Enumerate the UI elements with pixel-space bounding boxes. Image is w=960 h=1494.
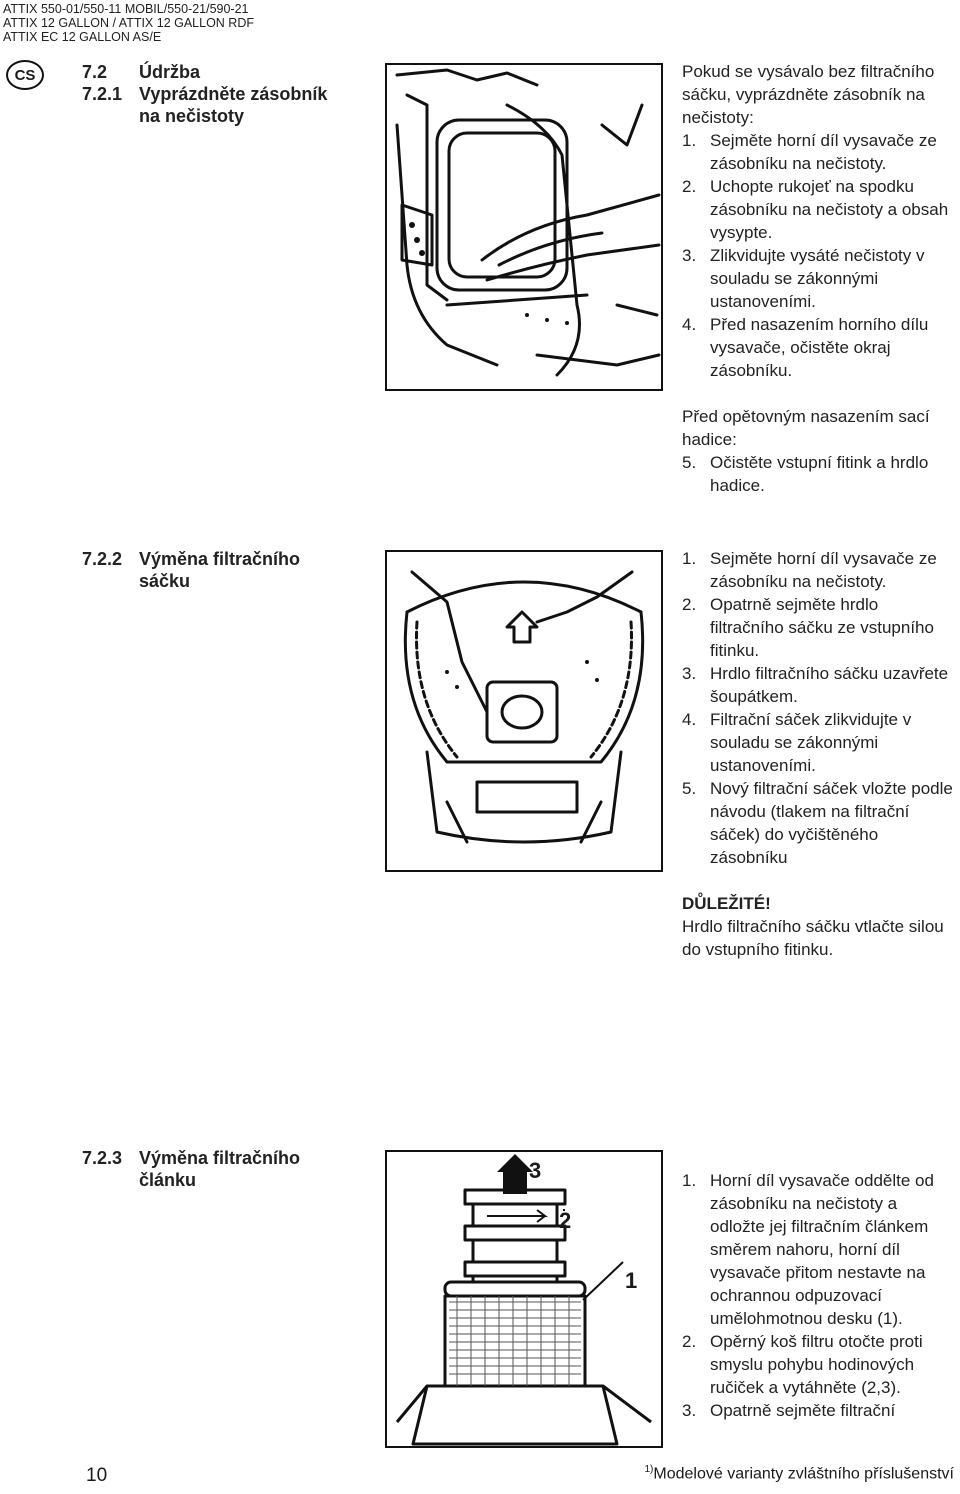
list-item: 3. Zlikvidujte vysáté nečistoty v souladu se zákonnými ustanoveními. bbox=[682, 246, 925, 311]
list-item: 3. Hrdlo filtračního sáčku uzavřete šoupátkem. bbox=[682, 664, 949, 706]
header-model-line-1: ATTIX 550-01/550-11 MOBIL/550-21/590-21 bbox=[3, 2, 249, 16]
section-title: Výměna filtračního sáčku bbox=[139, 549, 301, 591]
section-title: Výměna filtračního článku bbox=[139, 1148, 301, 1190]
section-7-2-3-text bbox=[682, 1169, 954, 1422]
important-label: DŮLEŽITÉ! bbox=[682, 894, 771, 913]
list-item: 1. Sejměte horní díl vysavače ze zásobníku na nečistoty. bbox=[682, 549, 937, 591]
section-number: 7.2.1 bbox=[82, 84, 123, 104]
section-7-2-2-heading bbox=[82, 548, 362, 592]
empty-dirt-container-illustration bbox=[385, 63, 663, 391]
section-7-2-3-heading bbox=[82, 1147, 362, 1191]
list-item: 4. Filtrační sáček zlikvidujte v souladu se zákonnými ustanoveními. bbox=[682, 710, 912, 775]
section-7-2-1-text bbox=[682, 60, 954, 497]
list-item: 1. Sejměte horní díl vysavače ze zásobníku na nečistoty. bbox=[682, 131, 937, 173]
section-7-2-2-text bbox=[682, 547, 954, 961]
footer-note bbox=[645, 1464, 955, 1483]
list-item: 2. Opěrný koš filtru otočte proti smyslu pohybu hodinových ručiček a vytáhněte (2,3). bbox=[682, 1332, 923, 1397]
header-model-line-2: ATTIX 12 GALLON / ATTIX 12 GALLON RDF bbox=[3, 16, 255, 30]
section-number: 7.2.3 bbox=[82, 1148, 123, 1168]
list-item: 5. Očistěte vstupní fitink a hrdlo hadice. bbox=[682, 453, 929, 495]
filter-bag-illustration bbox=[385, 550, 663, 872]
filter-element-illustration bbox=[385, 1150, 663, 1448]
callout-3: 3 bbox=[529, 1158, 542, 1183]
section-number: 7.2 bbox=[82, 62, 108, 82]
list-item: 5. Nový filtrační sáček vložte podle návodu (tlakem na filtrační sáček) do vyčištěného zásobníku bbox=[682, 779, 953, 867]
section-7-2-1-heading bbox=[82, 83, 362, 127]
filter-element-drawing bbox=[387, 1152, 661, 1446]
language-badge: CS bbox=[6, 60, 44, 90]
before-hose-text: Před opětovným nasazením sací hadice: bbox=[682, 407, 930, 449]
container-drawing bbox=[387, 65, 661, 389]
footnote-marker: 1) bbox=[644, 1464, 654, 1475]
important-text: Hrdlo filtračního sáčku vtlačte silou do vstupního fitinku. bbox=[682, 917, 944, 959]
section-title: Vyprázdněte zásobník na nečistoty bbox=[139, 84, 328, 126]
filter-bag-drawing bbox=[387, 552, 661, 870]
list-item: 3. Opatrně sejměte filtrační bbox=[682, 1401, 896, 1420]
intro-text: Pokud se vysávalo bez filtračního sáčku, vyprázdněte zásobník na nečistoty: bbox=[682, 62, 935, 127]
section-title: Údržba bbox=[139, 62, 201, 82]
page-number: 10 bbox=[86, 1465, 108, 1486]
section-7-2-heading bbox=[82, 61, 362, 83]
list-item: 2. Opatrně sejměte hrdlo filtračního sáčku ze vstupního fitinku. bbox=[682, 595, 934, 660]
section-number: 7.2.2 bbox=[82, 549, 123, 569]
callout-1: 1 bbox=[625, 1268, 638, 1293]
list-item: 1. Horní díl vysavače oddělte od zásobníku na nečistoty a odložte jej filtračním článkem směrem nahoru, horní díl vysavače přitom nestavte na ochrannou odpuzovací umělohmotnou desku (1). bbox=[682, 1171, 934, 1328]
header-model-line-3: ATTIX EC 12 GALLON AS/E bbox=[3, 30, 162, 44]
callout-2: 2 bbox=[559, 1208, 572, 1233]
list-item: 2. Uchopte rukojeť na spodku zásobníku na nečistoty a obsah vysypte. bbox=[682, 177, 949, 242]
list-item: 4. Před nasazením horního dílu vysavače, očistěte okraj zásobníku. bbox=[682, 315, 929, 380]
arrow-up-icon bbox=[497, 1154, 533, 1194]
footnote-text: Modelové varianty zvláštního příslušenství bbox=[653, 1465, 954, 1483]
